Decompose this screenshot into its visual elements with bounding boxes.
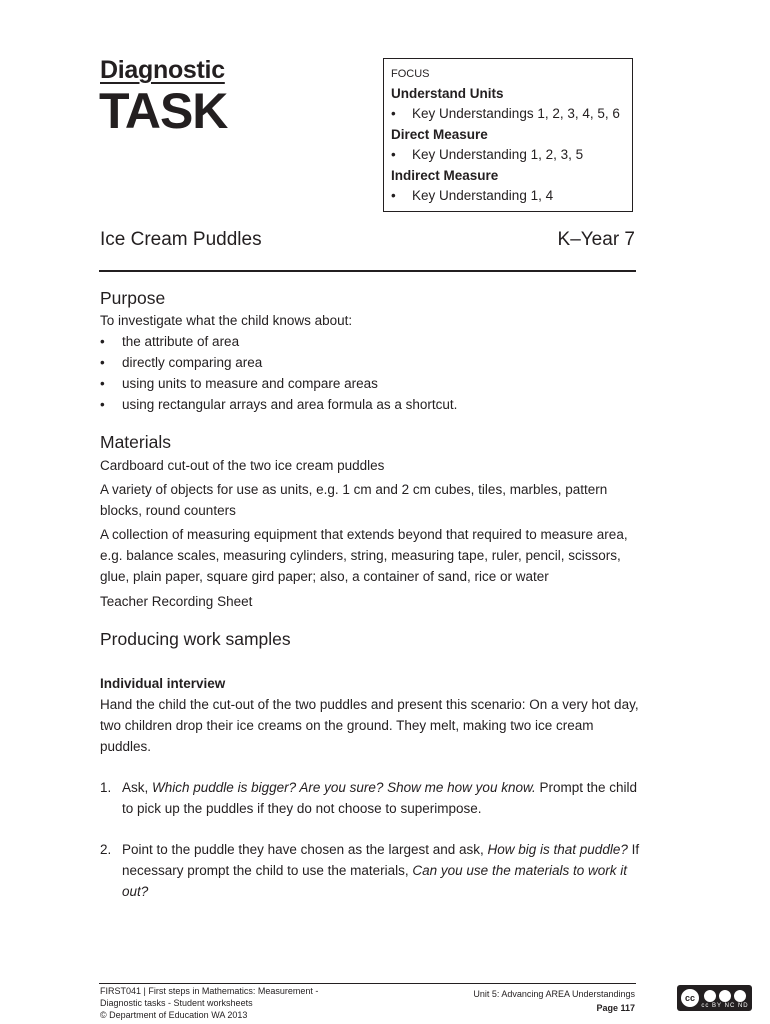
by-icon: [702, 988, 718, 1004]
purpose-heading: Purpose: [100, 288, 166, 308]
step-number: 1.: [100, 780, 112, 795]
focus-heading: Indirect Measure: [391, 168, 499, 183]
materials-para: Teacher Recording Sheet: [100, 594, 253, 609]
interview-intro: Hand the child the cut-out of the two puddles and present this scenario: On a very hot day, two children drop their ice creams on the ground. They melt, making two ice cream puddles.: [100, 697, 639, 754]
task-title: Ice Cream Puddles: [100, 229, 262, 250]
interview-subheading: Individual interview: [100, 676, 226, 691]
list-item: • the attribute of area: [100, 331, 640, 352]
footer-right: [473, 988, 635, 1014]
footer-line: Diagnostic tasks - Student worksheets: [100, 998, 253, 1008]
license-badge: [677, 985, 752, 1011]
list-item: • using rectangular arrays and area formula as a shortcut.: [100, 394, 640, 415]
focus-item: • Key Understandings 1, 2, 3, 4, 5, 6: [391, 104, 632, 124]
bullet-icon: •: [100, 355, 105, 370]
task-heading: TASK: [99, 83, 228, 139]
materials-para: A collection of measuring equipment that extends beyond that required to measure area, e.g. balance scales, measuring cylinders, string, measuring tape, ruler, pencil, scissors, glue, plain paper, square gird paper; also, a container of sand, rice or water: [100, 527, 628, 584]
nc-icon: [717, 988, 733, 1004]
numbered-step: 2. Point to the puddle they have chosen as the largest and ask, How big is that puddle? If necessary prompt the child to use the materials, Can you use the materials to work it out?: [100, 839, 640, 902]
focus-box: [383, 58, 633, 212]
materials-para: A variety of objects for use as units, e.g. 1 cm and 2 cm cubes, tiles, marbles, pattern blocks, round counters: [100, 482, 608, 518]
footer-line: © Department of Education WA 2013: [100, 1010, 248, 1020]
step-number: 2.: [100, 842, 112, 857]
list-item: • using units to measure and compare areas: [100, 373, 640, 394]
focus-heading: Understand Units: [391, 86, 504, 101]
focus-item: • Key Understanding 1, 4: [391, 186, 632, 206]
footer-divider: [99, 983, 636, 984]
purpose-intro: To investigate what the child knows about:: [100, 313, 353, 328]
focus-heading: Direct Measure: [391, 127, 488, 142]
title-divider: [99, 270, 636, 272]
bullet-icon: •: [391, 106, 396, 121]
list-item: • directly comparing area: [100, 352, 640, 373]
materials-heading: Materials: [100, 432, 171, 452]
cc-icon: cc: [679, 987, 701, 1009]
bullet-icon: •: [391, 147, 396, 162]
bullet-icon: •: [100, 334, 105, 349]
footer-unit: Unit 5: Advancing AREA Understandings: [473, 989, 635, 999]
bullet-icon: •: [100, 397, 105, 412]
nd-icon: [732, 988, 748, 1004]
materials-para: Cardboard cut-out of the two ice cream puddles: [100, 458, 385, 473]
purpose-section: [100, 310, 640, 415]
license-label: cc BY NC ND: [701, 1003, 749, 1009]
footer-left: [100, 985, 318, 1021]
task-years: K–Year 7: [557, 229, 635, 250]
diagnostic-heading: Diagnostic: [100, 56, 225, 84]
bullet-icon: •: [100, 376, 105, 391]
footer-page: Page 117: [596, 1003, 635, 1013]
footer-line: FIRST041 | First steps in Mathematics: Measurement -: [100, 986, 319, 996]
numbered-step: 1. Ask, Which puddle is bigger? Are you sure? Show me how you know. Prompt the child to pick up the puddles if they do not choose to superimpose.: [100, 777, 640, 819]
producing-heading: Producing work samples: [100, 629, 291, 649]
focus-item: • Key Understanding 1, 2, 3, 5: [391, 145, 632, 165]
focus-label: FOCUS: [391, 68, 430, 80]
bullet-icon: •: [391, 188, 396, 203]
